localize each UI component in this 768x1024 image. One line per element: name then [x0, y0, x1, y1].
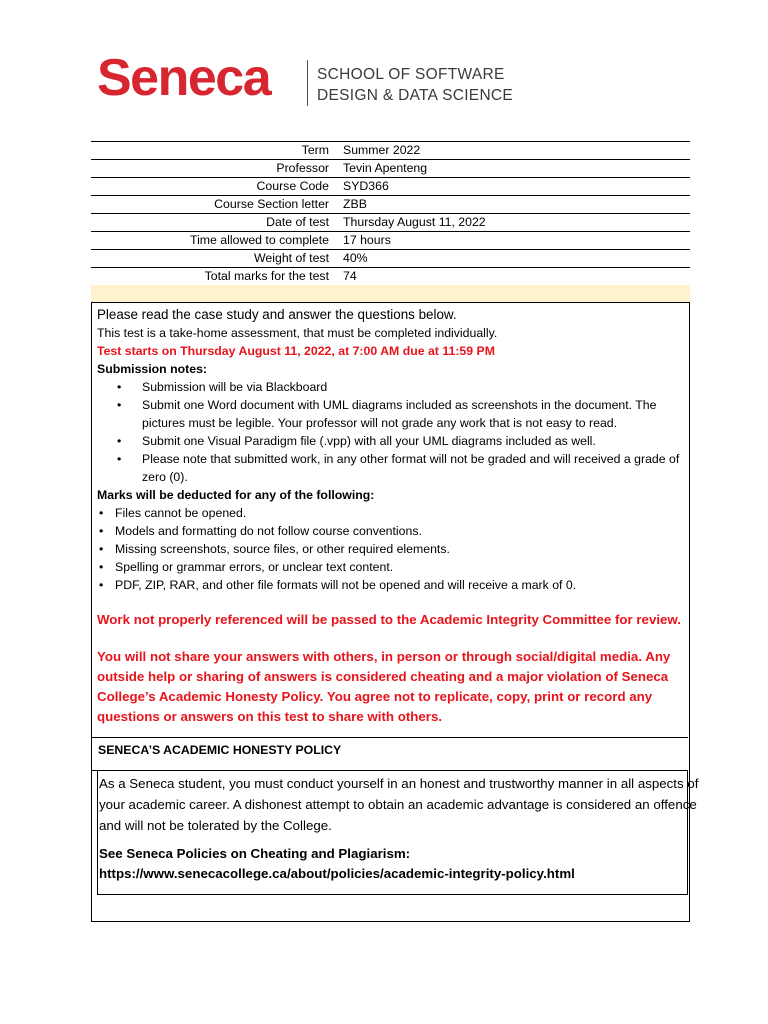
list-item: • Spelling or grammar errors, or unclear text content.	[97, 558, 687, 576]
highlight-band	[91, 285, 690, 302]
school-line-1: SCHOOL OF SOFTWARE	[317, 66, 505, 83]
policy-line: and will not be tolerated by the College.	[99, 818, 332, 833]
marks-list	[97, 504, 687, 594]
table-row	[91, 196, 690, 214]
policy-reference	[99, 844, 575, 884]
list-item: • Missing screenshots, source files, or other required elements.	[97, 540, 687, 558]
policy-link[interactable]: https://www.senecacollege.ca/about/policies/academic-integrity-policy.html	[99, 866, 575, 881]
school-line-2: DESIGN & DATA SCIENCE	[317, 87, 514, 104]
info-label: Time allowed to complete	[91, 232, 336, 250]
school-name	[317, 64, 513, 106]
take-home-text: This test is a take-home assessment, that must be completed individually.	[97, 326, 498, 340]
logo-divider	[307, 60, 308, 106]
list-item: • Submit one Word document with UML diagrams included as screenshots in the document. The pictures must be legible. Your professor will not grade any work that is not easy to read.	[97, 396, 687, 432]
policy-text	[99, 773, 739, 836]
info-value: Summer 2022	[336, 142, 690, 160]
info-label: Weight of test	[91, 250, 336, 268]
info-label: Course Section letter	[91, 196, 336, 214]
list-item: • Please note that submitted work, in any other format will not be graded and will received a grade of zero (0).	[97, 450, 687, 486]
integrity-warning: Work not properly referenced will be passed to the Academic Integrity Committee for review.	[97, 612, 681, 627]
submission-heading: Submission notes:	[97, 362, 207, 376]
info-value: ZBB	[336, 196, 690, 214]
info-label: Date of test	[91, 214, 336, 232]
table-row	[91, 142, 690, 160]
list-item: • Models and formatting do not follow course conventions.	[97, 522, 687, 540]
info-label: Professor	[91, 160, 336, 178]
info-value: SYD366	[336, 178, 690, 196]
policy-line: your academic career. A dishonest attempt to obtain an academic advantage is considered an offence	[99, 797, 697, 812]
info-value: Tevin Apenteng	[336, 160, 690, 178]
info-value: 74	[336, 268, 690, 286]
info-value: Thursday August 11, 2022	[336, 214, 690, 232]
table-row	[91, 178, 690, 196]
intro-text: Please read the case study and answer the questions below.	[97, 307, 457, 322]
marks-heading: Marks will be deducted for any of the following:	[97, 488, 375, 502]
policy-header	[91, 737, 688, 771]
sharing-warning: You will not share your answers with others, in person or through social/digital media. Any outside help or sharing of answers is considered cheating and a major violation of Seneca College’s Academic Honesty Policy. You agree not to replicate, copy, print or record any questions or answers on this test to share with others.	[97, 649, 671, 724]
test-info-table	[91, 141, 690, 286]
table-row	[91, 250, 690, 268]
policy-heading: SENECA’S ACADEMIC HONESTY POLICY	[98, 743, 342, 757]
list-item: • Submission will be via Blackboard	[97, 378, 687, 396]
start-notice: Test starts on Thursday August 11, 2022, at 7:00 AM due at 11:59 PM	[97, 344, 495, 358]
info-value: 40%	[336, 250, 690, 268]
submission-list	[97, 378, 687, 486]
info-label: Term	[91, 142, 336, 160]
info-value: 17 hours	[336, 232, 690, 250]
info-label: Total marks for the test	[91, 268, 336, 286]
policy-line: As a Seneca student, you must conduct yourself in an honest and trustworthy manner in all aspects of	[99, 776, 699, 791]
list-item: • PDF, ZIP, RAR, and other file formats will not be opened and will receive a mark of 0.	[97, 576, 687, 594]
list-item: • Submit one Visual Paradigm file (.vpp) with all your UML diagrams included as well.	[97, 432, 687, 450]
table-row	[91, 214, 690, 232]
logo-wordmark: Seneca	[97, 49, 271, 107]
list-item: • Files cannot be opened.	[97, 504, 687, 522]
table-row	[91, 160, 690, 178]
info-label: Course Code	[91, 178, 336, 196]
table-row	[91, 268, 690, 286]
see-policies-label: See Seneca Policies on Cheating and Plagiarism:	[99, 846, 411, 861]
instructions-content	[97, 305, 687, 727]
table-row	[91, 232, 690, 250]
